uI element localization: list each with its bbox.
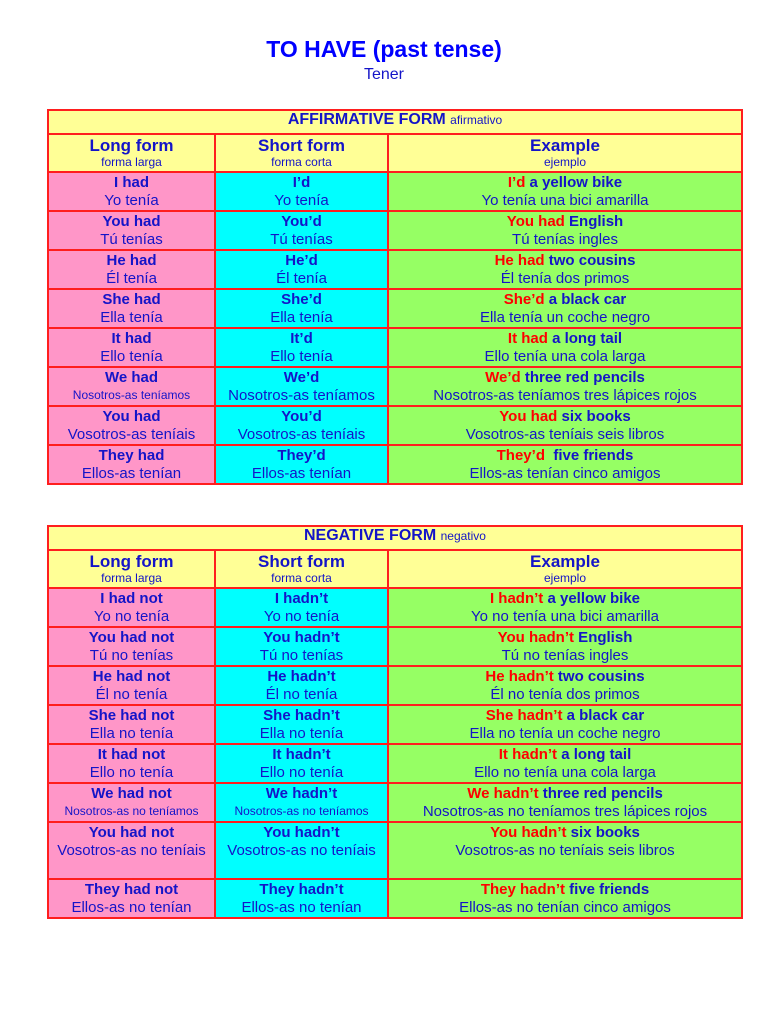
example-verb: You hadn’t xyxy=(497,629,575,646)
example-verb: It hadn’t xyxy=(498,746,558,763)
example-object: a yellow bike xyxy=(543,590,641,607)
example-cell xyxy=(388,250,742,289)
example-translation: Tú tenías ingles xyxy=(512,231,618,248)
example-object: English xyxy=(564,213,624,230)
table-row xyxy=(48,172,742,211)
short-form: She’d xyxy=(281,291,322,308)
short-form-cell xyxy=(215,289,388,328)
short-form: It’d xyxy=(290,330,313,347)
example-verb: They’d xyxy=(496,447,545,464)
long-form: It had xyxy=(111,330,152,347)
short-form: He’d xyxy=(285,252,318,269)
short-form-translation: Yo no tenía xyxy=(263,608,340,625)
example-object: a yellow bike xyxy=(525,174,623,191)
example-cell xyxy=(388,588,742,627)
short-form-cell xyxy=(215,211,388,250)
example-sentence xyxy=(389,408,741,426)
example-verb: I’d xyxy=(507,174,526,191)
example-sentence xyxy=(389,629,741,647)
short-form-translation: Tú no tenías xyxy=(259,647,344,664)
example-translation: Vosotros-as teníais seis libros xyxy=(465,426,665,443)
affirmative-header-label: AFFIRMATIVE FORM xyxy=(287,111,446,128)
short-form-cell xyxy=(215,822,388,879)
example-verb: You hadn’t xyxy=(490,824,567,841)
short-form-cell xyxy=(215,627,388,666)
table-row xyxy=(48,588,742,627)
long-form: You had not xyxy=(88,824,175,841)
table-row xyxy=(48,627,742,666)
example-sentence xyxy=(389,174,741,192)
example-cell xyxy=(388,666,742,705)
long-form-cell xyxy=(48,783,215,822)
long-form-translation: Él tenía xyxy=(106,270,157,287)
example-translation: Ella tenía un coche negro xyxy=(479,309,651,326)
example-object: six books xyxy=(566,824,640,841)
long-form-cell xyxy=(48,328,215,367)
example-cell xyxy=(388,627,742,666)
long-form-cell xyxy=(48,406,215,445)
example-verb: It had xyxy=(507,330,548,347)
example-cell xyxy=(388,879,742,918)
long-form: We had not xyxy=(91,785,172,802)
long-form-cell xyxy=(48,211,215,250)
short-form-translation: Vosotros-as no teníais xyxy=(227,842,376,859)
long-form: I had not xyxy=(100,590,163,607)
column-sublabel: forma larga xyxy=(101,571,162,585)
example-object: English xyxy=(574,629,633,646)
example-verb: We hadn’t xyxy=(467,785,539,802)
example-verb: He had xyxy=(494,252,545,269)
long-form-translation: Ellos-as no tenían xyxy=(71,899,192,916)
example-cell xyxy=(388,744,742,783)
long-form-cell xyxy=(48,445,215,484)
example-verb: She hadn’t xyxy=(485,707,563,724)
table-row xyxy=(48,666,742,705)
example-verb: She’d xyxy=(503,291,545,308)
table-row xyxy=(48,744,742,783)
short-form-cell xyxy=(215,250,388,289)
short-form-cell xyxy=(215,367,388,406)
short-form-cell xyxy=(215,705,388,744)
negative-header-label: NEGATIVE FORM xyxy=(304,527,437,544)
short-form: It hadn’t xyxy=(272,746,331,763)
long-form-translation: Ello tenía xyxy=(100,348,163,365)
table-row xyxy=(48,211,742,250)
column-header-example xyxy=(388,550,742,588)
long-form-translation: Ella tenía xyxy=(100,309,163,326)
page-title: TO HAVE (past tense) xyxy=(266,36,502,62)
column-sublabel: forma corta xyxy=(271,571,332,585)
column-header-long xyxy=(48,550,215,588)
column-header-example xyxy=(388,134,742,172)
example-sentence xyxy=(389,213,741,231)
long-form: You had xyxy=(102,213,161,230)
example-object: a long tail xyxy=(557,746,632,763)
long-form-translation: Nosotros-as teníamos xyxy=(72,388,191,402)
example-sentence xyxy=(389,668,741,686)
example-object: three red pencils xyxy=(520,369,645,386)
column-sublabel: forma larga xyxy=(101,155,162,169)
long-form-cell xyxy=(48,250,215,289)
example-cell xyxy=(388,367,742,406)
example-translation: Ello no tenía una cola larga xyxy=(474,764,656,781)
long-form-translation: Yo tenía xyxy=(104,192,159,209)
long-form-translation: Tú no tenías xyxy=(89,647,174,664)
table-row xyxy=(48,783,742,822)
long-form: They had not xyxy=(84,881,179,898)
column-sublabel: ejemplo xyxy=(543,571,587,585)
example-sentence xyxy=(389,785,741,803)
example-sentence xyxy=(389,824,741,842)
example-cell xyxy=(388,211,742,250)
short-form-translation: Ella no tenía xyxy=(259,725,344,742)
example-cell xyxy=(388,445,742,484)
example-object: five friends xyxy=(564,881,650,898)
long-form: He had not xyxy=(92,668,171,685)
short-form: We’d xyxy=(283,369,320,386)
long-form-cell xyxy=(48,289,215,328)
example-sentence xyxy=(389,590,741,608)
long-form-cell xyxy=(48,172,215,211)
short-form: I’d xyxy=(292,174,311,191)
example-verb: You had xyxy=(499,408,558,425)
affirmative-rows xyxy=(48,172,742,484)
negative-rows xyxy=(48,588,742,918)
long-form-cell xyxy=(48,822,215,879)
long-form: She had xyxy=(102,291,161,308)
long-form-cell xyxy=(48,879,215,918)
column-label: Example xyxy=(530,136,600,155)
short-form: You’d xyxy=(281,408,322,425)
long-form: I had xyxy=(113,174,149,191)
short-form: You hadn’t xyxy=(263,824,340,841)
example-translation: Tú no tenías ingles xyxy=(501,647,629,664)
example-cell xyxy=(388,289,742,328)
long-form: She had not xyxy=(88,707,175,724)
affirmative-table xyxy=(47,109,743,485)
short-form: We hadn’t xyxy=(265,785,338,802)
long-form-translation: Tú tenías xyxy=(100,231,163,248)
long-form-translation: Vosotros-as no teníais xyxy=(57,842,206,859)
example-object: a black car xyxy=(562,707,645,724)
short-form-translation: Ello no tenía xyxy=(259,764,344,781)
long-form: We had xyxy=(104,369,159,386)
example-verb: You had xyxy=(506,213,565,230)
example-sentence xyxy=(389,330,741,348)
example-sentence xyxy=(389,881,741,899)
short-form: He hadn’t xyxy=(267,668,336,685)
example-sentence xyxy=(389,291,741,309)
long-form-cell xyxy=(48,666,215,705)
example-translation: Él no tenía dos primos xyxy=(490,686,640,703)
example-object: a black car xyxy=(544,291,627,308)
table-row xyxy=(48,367,742,406)
example-translation: Él tenía dos primos xyxy=(500,270,630,287)
column-header-short xyxy=(215,550,388,588)
example-translation: Yo no tenía una bici amarilla xyxy=(471,608,659,625)
negative-header xyxy=(48,526,742,550)
column-label: Long form xyxy=(89,136,174,155)
column-header-long xyxy=(48,134,215,172)
example-cell xyxy=(388,172,742,211)
column-sublabel: ejemplo xyxy=(543,155,587,169)
long-form: You had xyxy=(102,408,161,425)
column-label: Short form xyxy=(258,136,345,155)
long-form-cell xyxy=(48,588,215,627)
short-form-cell xyxy=(215,328,388,367)
table-row xyxy=(48,250,742,289)
affirmative-header-sub: afirmativo xyxy=(450,113,503,127)
short-form-translation: Tú tenías xyxy=(270,231,333,248)
long-form-translation: Yo no tenía xyxy=(93,608,170,625)
long-form-cell xyxy=(48,627,215,666)
example-verb: He hadn’t xyxy=(485,668,554,685)
column-label: Short form xyxy=(258,552,345,571)
short-form: I hadn’t xyxy=(274,590,329,607)
long-form: You had not xyxy=(88,629,175,646)
short-form: She hadn’t xyxy=(263,707,340,724)
short-form-translation: Ellos-as tenían xyxy=(251,465,352,482)
example-sentence xyxy=(389,447,741,465)
short-form-translation: Vosotros-as teníais xyxy=(237,426,366,443)
example-sentence xyxy=(389,252,741,270)
long-form-cell xyxy=(48,367,215,406)
short-form-translation: Yo tenía xyxy=(274,192,329,209)
example-translation: Vosotros-as no teníais seis libros xyxy=(455,842,675,859)
example-cell xyxy=(388,783,742,822)
short-form: You hadn’t xyxy=(263,629,340,646)
short-form-cell xyxy=(215,783,388,822)
long-form-translation: Ella no tenía xyxy=(89,725,174,742)
short-form-translation: Ella tenía xyxy=(270,309,333,326)
example-translation: Ellos-as no tenían cinco amigos xyxy=(459,899,671,916)
page-subtitle: Tener xyxy=(363,66,405,83)
example-sentence xyxy=(389,707,741,725)
short-form-cell xyxy=(215,744,388,783)
example-verb: They hadn’t xyxy=(480,881,565,898)
example-cell xyxy=(388,822,742,879)
short-form: They’d xyxy=(277,447,326,464)
table-row xyxy=(48,705,742,744)
column-label: Long form xyxy=(89,552,174,571)
example-object: a long tail xyxy=(547,330,623,347)
example-object: six books xyxy=(557,408,631,425)
table-row xyxy=(48,406,742,445)
column-sublabel: forma corta xyxy=(271,155,332,169)
long-form: He had xyxy=(106,252,157,269)
long-form-cell xyxy=(48,705,215,744)
short-form-translation: Nosotros-as teníamos xyxy=(228,387,375,404)
column-label: Example xyxy=(530,552,600,571)
long-form-translation: Él no tenía xyxy=(95,686,168,703)
short-form-translation: Nosotros-as no teníamos xyxy=(234,804,369,818)
short-form-translation: Él tenía xyxy=(276,270,327,287)
example-translation: Nosotros-as no teníamos tres lápices rojos xyxy=(422,803,708,820)
short-form-cell xyxy=(215,666,388,705)
long-form-translation: Ellos-as tenían xyxy=(81,465,182,482)
table-row xyxy=(48,445,742,484)
example-object: two cousins xyxy=(544,252,636,269)
long-form-translation: Vosotros-as teníais xyxy=(67,426,196,443)
table-row xyxy=(48,289,742,328)
long-form-translation: Nosotros-as no teníamos xyxy=(64,804,199,818)
example-cell xyxy=(388,328,742,367)
table-row xyxy=(48,328,742,367)
short-form-translation: Ellos-as no tenían xyxy=(241,899,362,916)
example-verb: I hadn’t xyxy=(489,590,544,607)
short-form-cell xyxy=(215,588,388,627)
long-form: They had xyxy=(98,447,165,464)
example-translation: Ello tenía una cola larga xyxy=(484,348,646,365)
short-form-translation: Ello tenía xyxy=(270,348,333,365)
negative-header-sub: negativo xyxy=(440,529,486,543)
example-cell xyxy=(388,406,742,445)
short-form-cell xyxy=(215,406,388,445)
example-object: five friends xyxy=(544,447,634,464)
example-sentence xyxy=(389,369,741,387)
example-object: two cousins xyxy=(553,668,645,685)
long-form-translation: Ello no tenía xyxy=(89,764,174,781)
negative-table xyxy=(47,525,743,919)
example-verb: We’d xyxy=(485,369,521,386)
example-cell xyxy=(388,705,742,744)
example-sentence xyxy=(389,746,741,764)
short-form: They hadn’t xyxy=(259,881,344,898)
short-form-translation: Él no tenía xyxy=(265,686,338,703)
short-form-cell xyxy=(215,445,388,484)
short-form-cell xyxy=(215,879,388,918)
affirmative-header xyxy=(48,110,742,134)
example-translation: Yo tenía una bici amarilla xyxy=(481,192,649,209)
example-translation: Nosotros-as teníamos tres lápices rojos xyxy=(433,387,697,404)
short-form: You’d xyxy=(281,213,322,230)
column-header-short xyxy=(215,134,388,172)
table-row xyxy=(48,879,742,918)
short-form-cell xyxy=(215,172,388,211)
long-form: It had not xyxy=(97,746,166,763)
example-translation: Ella no tenía un coche negro xyxy=(469,725,661,742)
example-object: three red pencils xyxy=(538,785,663,802)
example-translation: Ellos-as tenían cinco amigos xyxy=(469,465,661,482)
table-row xyxy=(48,822,742,879)
long-form-cell xyxy=(48,744,215,783)
